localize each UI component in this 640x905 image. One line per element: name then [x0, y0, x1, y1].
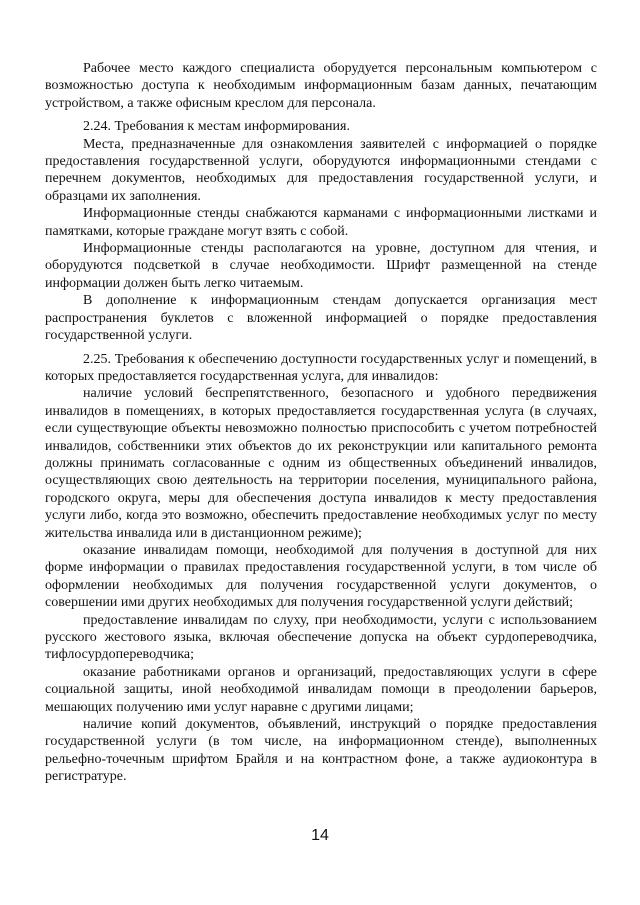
paragraph-info-stands-pockets: Информационные стенды снабжаются карманами с информационными листками и памятками, которые граждане могут взять с собой.: [45, 206, 597, 239]
paragraph-info-places: Места, предназначенные для ознакомления заявителей с информацией о порядке предоставления государственной услуги, оборудуются информационными стендами с перечнем документов, необходимых для предоставления государственной услуги, и образцами их заполнения.: [45, 136, 597, 204]
paragraph-assistance-information: оказание инвалидам помощи, необходимой для получения в доступной для них форме информации о правилах предоставления государственной услуги, в том числе об оформлении необходимых для получения государственной услуги документов, о совершении ими других необходимых для получения государственной услуги действий;: [45, 542, 597, 611]
paragraph-sign-language: предоставление инвалидам по слуху, при необходимости, услуги с использованием русского жестового языка, включая обеспечение допуска на объект сурдопереводчика, тифлосурдопереводчика;: [45, 612, 597, 663]
paragraph-workplace: Рабочее место каждого специалиста оборудуется персональным компьютером с возможностью доступа к необходимым информационным базам данных, печатающим устройством, а также офисным креслом для персонала.: [45, 61, 597, 111]
section-heading-2-25: 2.25. Требования к обеспечению доступности государственных услуг и помещений, в которых предоставляется государственная услуга, для инвалидов:: [45, 351, 597, 384]
section-heading-2-24: 2.24. Требования к местам информирования.: [83, 119, 350, 135]
paragraph-braille: наличие копий документов, объявлений, инструкций о порядке предоставления государственной услуги (в том числе, на информационном стенде), выполненных рельефно-точечным шрифтом Брайля и на контрастном фоне, а также аудиоконтура в регистратуре.: [45, 717, 597, 785]
paragraph-accessibility-movement: наличие условий беспрепятственного, безопасного и удобного передвижения инвалидов в помещениях, в которых предоставляется государственная услуга (в случаях, если существующие объекты невозможно полностью приспособить с учетом потребностей инвалидов, собственники этих объектов до их реконструкции или капитального ремонта должны принимать согласованные с одним из общественных объединений инвалидов, осуществляющих свою деятельность на территории поселения, муниципального района, городского округа, меры для обеспечения доступа инвалидов к месту предоставления услуги либо, когда это возможно, обеспечить предоставление необходимых услуг по месту жительства инвалида или в дистанционном режиме);: [45, 386, 597, 541]
document-page: [45, 60, 597, 786]
paragraph-social-protection: оказание работниками органов и организаций, предоставляющих услуги в сфере социальной защиты, иной необходимой инвалидам помощи в преодолении барьеров, мешающих получению ими услуг наравне с другими лицами;: [45, 664, 597, 715]
page-number: 14: [311, 827, 329, 844]
paragraph-booklets: В дополнение к информационным стендам допускается организация мест распространения буклетов с вложенной информацией о порядке предоставления государственной услуги.: [45, 293, 597, 344]
paragraph-info-stands-level: Информационные стенды располагаются на уровне, доступном для чтения, и оборудуются подсветкой в случае необходимости. Шрифт размещенной на стенде информации должен быть легко читаемым.: [45, 241, 597, 291]
